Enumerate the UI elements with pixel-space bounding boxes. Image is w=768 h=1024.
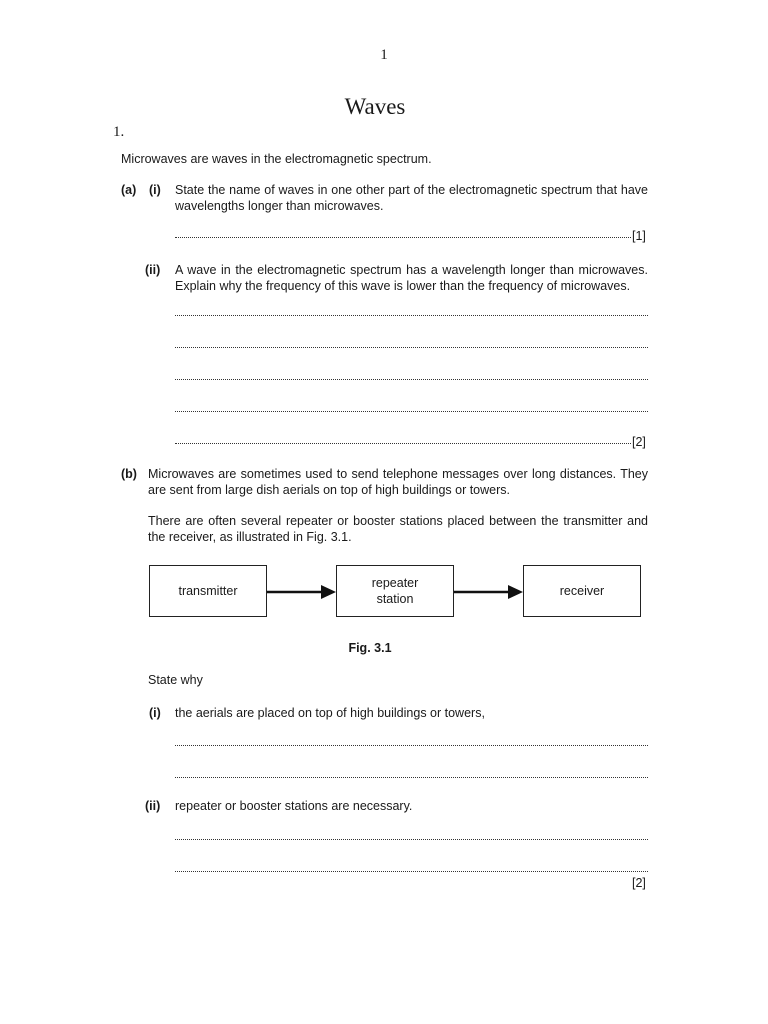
part-b-text-2: There are often several repeater or booster stations placed between the transmitter and the receiver, as illustrated in Fig. 3.1. xyxy=(148,514,648,544)
part-a-i-label: (i) xyxy=(149,183,161,197)
answer-line[interactable] xyxy=(175,315,648,316)
answer-line[interactable] xyxy=(175,237,631,238)
answer-line[interactable] xyxy=(175,347,648,348)
answer-line[interactable] xyxy=(175,411,648,412)
answer-line[interactable] xyxy=(175,839,648,840)
part-b-i-question: the aerials are placed on top of high buildings or towers, xyxy=(175,706,485,720)
transmitter-box: transmitter xyxy=(149,565,267,617)
intro-text: Microwaves are waves in the electromagnetic spectrum. xyxy=(121,152,432,166)
figure-caption: Fig. 3.1 xyxy=(348,641,392,655)
answer-line[interactable] xyxy=(175,871,648,872)
state-why-text: State why xyxy=(148,673,203,687)
part-b-ii-label: (ii) xyxy=(145,799,161,813)
page-number: 1 xyxy=(380,47,388,63)
answer-line[interactable] xyxy=(175,777,648,778)
answer-line[interactable] xyxy=(175,443,631,444)
arrow-icon xyxy=(454,583,524,601)
part-a-ii-question: A wave in the electromagnetic spectrum has a wavelength longer than microwaves. Explain why the frequency of this wave is lower than the frequency of microwaves. xyxy=(175,263,648,293)
answer-line[interactable] xyxy=(175,745,648,746)
marks-b: [2] xyxy=(632,876,646,890)
question-number: 1. xyxy=(113,124,125,140)
repeater-station-box: repeater station xyxy=(336,565,454,617)
part-b-ii-question: repeater or booster stations are necessary. xyxy=(175,799,413,813)
part-b-i-label: (i) xyxy=(149,706,161,720)
page-title: Waves xyxy=(344,94,406,119)
marks-a-ii: [2] xyxy=(632,435,646,449)
part-b-text-1: Microwaves are sometimes used to send telephone messages over long distances. They are sent from large dish aerials on top of high buildings or towers. xyxy=(148,467,648,497)
part-a-label: (a) xyxy=(121,183,137,197)
part-a-i-question: State the name of waves in one other part of the electromagnetic spectrum that have wavelengths longer than microwaves. xyxy=(175,183,648,213)
arrow-icon xyxy=(267,583,337,601)
receiver-box: receiver xyxy=(523,565,641,617)
answer-line[interactable] xyxy=(175,379,648,380)
part-b-label: (b) xyxy=(121,467,137,481)
part-a-ii-label: (ii) xyxy=(145,263,161,277)
marks-a-i: [1] xyxy=(632,229,646,243)
